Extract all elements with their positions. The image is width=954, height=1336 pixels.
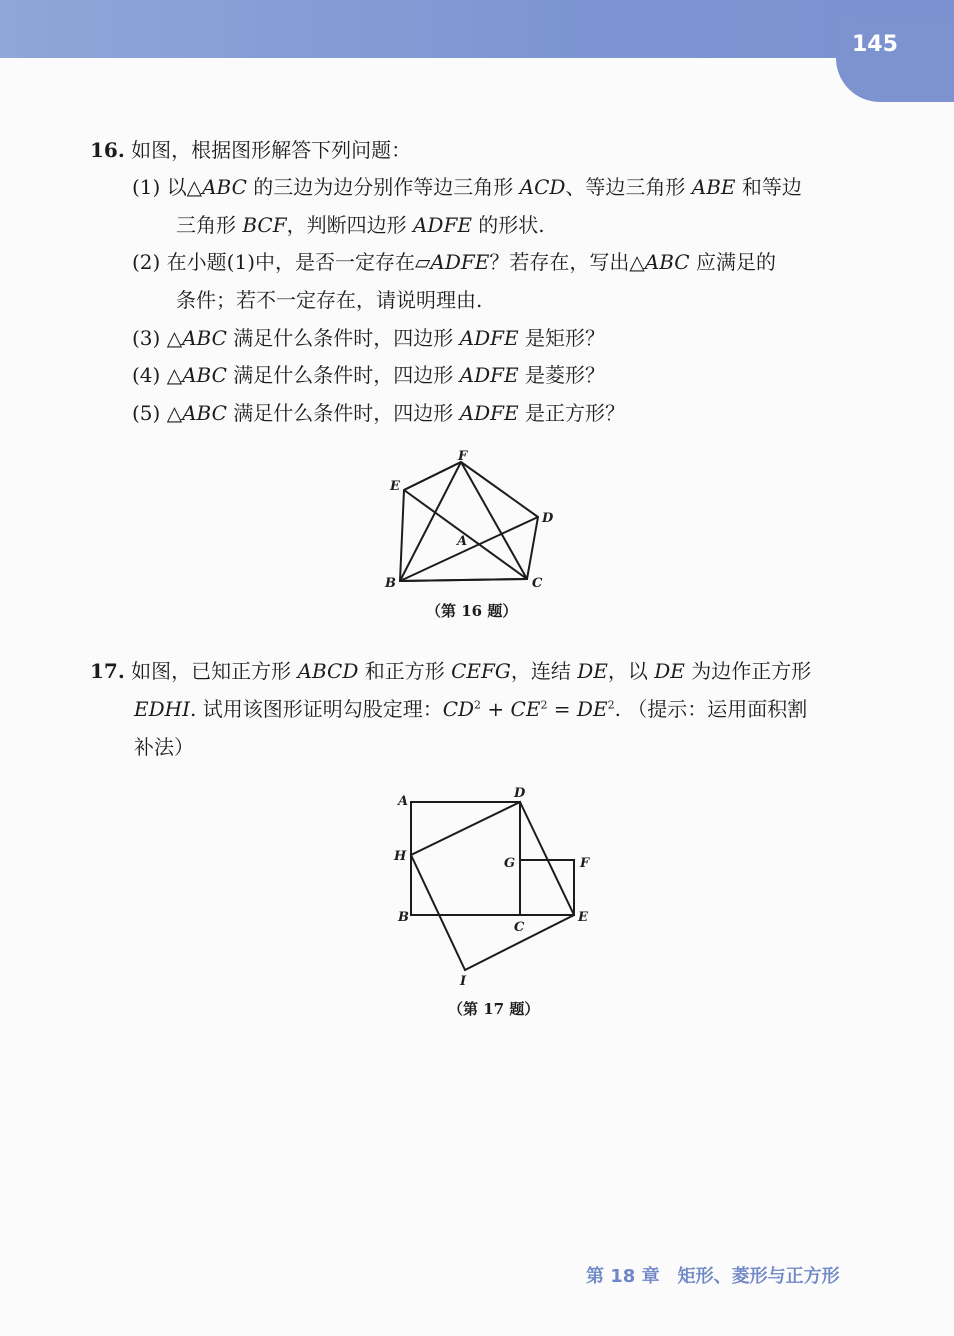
text: 、等边三角形	[565, 175, 692, 199]
text: =	[547, 697, 577, 721]
text: ABCD	[297, 659, 359, 683]
text: (1) 以△	[132, 175, 203, 199]
label-E: E	[578, 910, 588, 925]
q16-sub2-line2	[176, 284, 482, 313]
text: BCF	[242, 213, 287, 237]
text: (3) △	[132, 326, 183, 350]
figure-16-caption: （第 16 题）	[426, 602, 518, 620]
text: ADFE	[412, 213, 472, 237]
figure-17-caption: （第 17 题）	[448, 1000, 540, 1018]
text: (2) 在小题(1)中，是否一定存在▱	[132, 250, 431, 274]
chapter-footer	[586, 1262, 858, 1288]
text: ADFE	[459, 363, 519, 387]
square-EDHI	[411, 802, 574, 970]
square-CEFG	[520, 860, 574, 915]
label-B: B	[398, 910, 409, 925]
text: 2	[607, 698, 615, 712]
text: ABC	[182, 401, 227, 425]
text: CEFG	[451, 659, 511, 683]
label-E: E	[390, 479, 400, 494]
text: . 试用该图形证明勾股定理：	[189, 697, 443, 721]
text: ？若存在，写出△	[489, 250, 645, 274]
text: 2	[540, 698, 548, 712]
text: 如图，已知正方形	[131, 659, 298, 683]
q16-sub1-line2	[176, 209, 545, 238]
text: 满足什么条件时，四边形	[226, 363, 460, 387]
text: ABC	[182, 326, 227, 350]
q17-line3: 补法）	[134, 735, 194, 759]
text: . （提示：运用面积割	[614, 697, 808, 721]
text: 是矩形？	[518, 326, 605, 350]
text: 为边作正方形	[684, 659, 812, 683]
q16-sub2-line1	[132, 246, 776, 275]
text: 应满足的	[689, 250, 776, 274]
chapter-title: 矩形、菱形与正方形	[677, 1266, 840, 1287]
text: ABC	[202, 175, 247, 199]
text: 的三边为边分别作等边三角形	[246, 175, 520, 199]
page-number: 145	[852, 32, 898, 57]
text: (5) △	[132, 401, 183, 425]
text: 和等边	[735, 175, 802, 199]
figure-17-diagram	[390, 785, 600, 990]
segment-FC	[461, 462, 527, 579]
text: 2	[474, 698, 482, 712]
q16-number: 16.	[90, 138, 125, 162]
text: 满足什么条件时，四边形	[226, 326, 460, 350]
text: DE	[577, 659, 608, 683]
text: DE	[654, 659, 685, 683]
text: ，以	[607, 659, 655, 683]
text: ADFE	[459, 401, 519, 425]
label-F: F	[458, 449, 468, 464]
label-F: F	[580, 856, 590, 871]
page-number-tab	[836, 18, 954, 102]
label-G: G	[504, 856, 516, 871]
text: ADFE	[459, 326, 519, 350]
q17-line2	[134, 693, 807, 722]
text: ABE	[691, 175, 736, 199]
label-C: C	[514, 920, 525, 935]
q16-sub1-line1	[132, 171, 802, 200]
text: CE	[510, 697, 541, 721]
text: ACD	[519, 175, 566, 199]
segment-EF	[404, 462, 461, 490]
text: 满足什么条件时，四边形	[226, 401, 460, 425]
q16-sub4	[132, 359, 605, 388]
label-H: H	[394, 849, 407, 864]
q17-number: 17.	[90, 659, 125, 683]
label-I: I	[460, 974, 467, 989]
text: ABC	[182, 363, 227, 387]
text: 三角形	[176, 213, 243, 237]
text: EDHI	[134, 697, 190, 721]
label-A: A	[398, 794, 409, 809]
figure-16-diagram	[380, 450, 560, 590]
text: ，判断四边形	[286, 213, 413, 237]
label-D: D	[514, 786, 526, 801]
text: ，连结	[510, 659, 578, 683]
q16-stem: 如图，根据图形解答下列问题：	[131, 138, 412, 162]
label-D: D	[542, 511, 554, 526]
q16-sub3	[132, 322, 605, 351]
text: 和正方形	[358, 659, 452, 683]
text: (4) △	[132, 363, 183, 387]
q16-stem-line	[90, 134, 411, 163]
segment-FB	[400, 462, 461, 581]
text: 的形状.	[471, 213, 545, 237]
label-A: A	[457, 534, 468, 549]
q17-line1	[90, 655, 811, 684]
chapter-number: 第 18 章	[586, 1266, 660, 1287]
q16-sub5	[132, 397, 625, 426]
label-B: B	[385, 576, 396, 591]
segment-BC	[400, 579, 527, 581]
text: ABC	[644, 250, 690, 274]
label-C: C	[532, 576, 543, 591]
text: CD	[442, 697, 475, 721]
text: +	[481, 697, 511, 721]
text: 是正方形？	[518, 401, 625, 425]
text: 条件；若不一定存在，请说明理由.	[176, 288, 483, 312]
text: DE	[576, 697, 608, 721]
text: ADFE	[430, 250, 490, 274]
text: 是菱形？	[518, 363, 605, 387]
header-band	[0, 0, 954, 58]
